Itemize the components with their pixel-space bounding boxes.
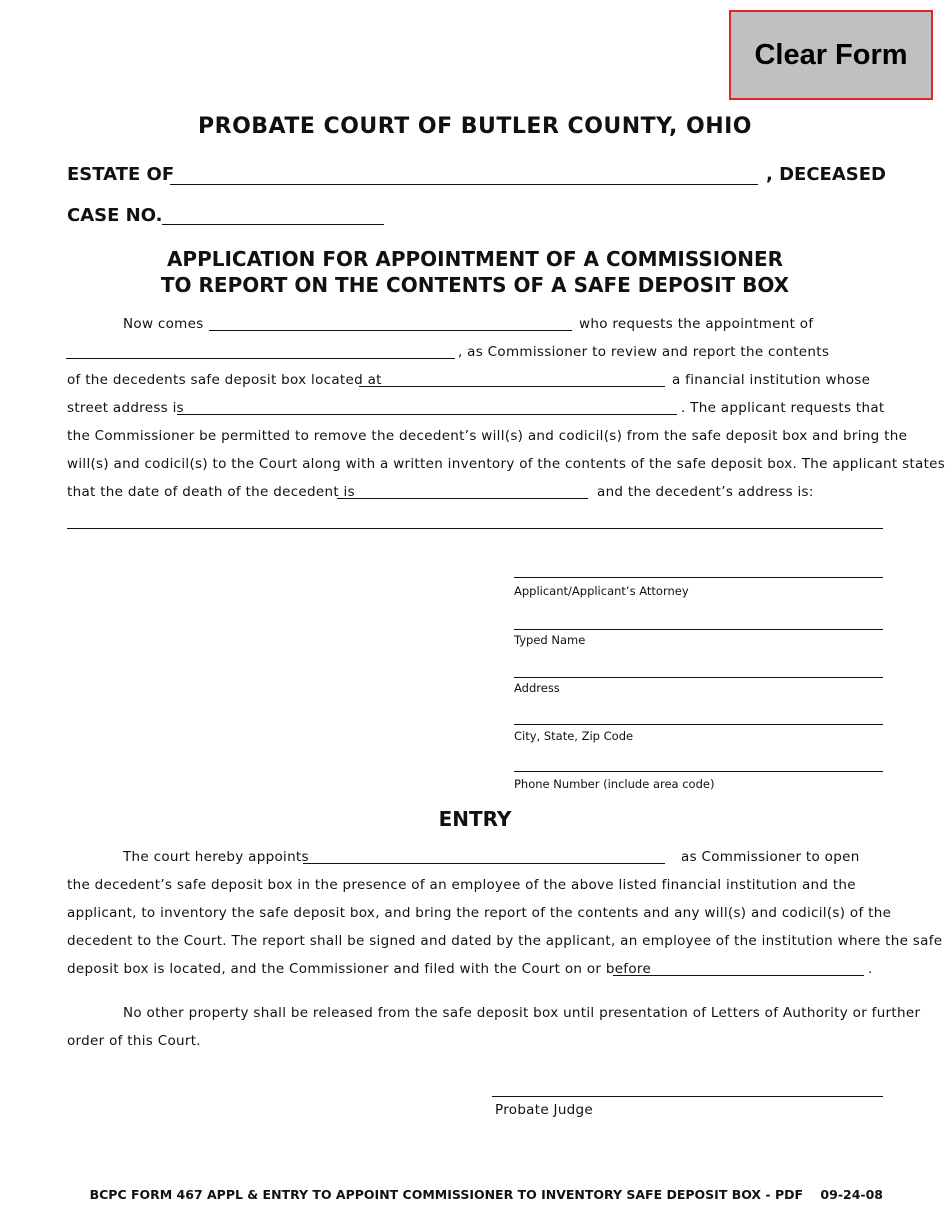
entry-heading: ENTRY [438,807,512,831]
application-title-line1: APPLICATION FOR APPOINTMENT OF A COMMISSIONER [166,247,784,271]
city-state-zip-field[interactable] [514,724,883,725]
as-commissioner-open-text: as Commissioner to open [681,849,860,865]
financial-institution-text: a financial institution whose [672,372,871,388]
now-comes-text: Now comes [123,316,204,332]
entry-para2-line2: order of this Court. [67,1033,201,1049]
entry-line3: applicant, to inventory the safe deposit box, and bring the report of the contents and any will(s) and codicil(s) of the [67,905,892,921]
deceased-label: , DECEASED [766,164,886,185]
applicant-name-field[interactable] [209,330,572,331]
entry-period: . [868,961,873,977]
street-address-field[interactable] [177,414,677,415]
requests-text: who requests the appointment of [579,316,814,332]
entry-line4: decedent to the Court. The report shall be signed and dated by the applicant, an employee of the institution where the safe [67,933,943,949]
decedent-address-field[interactable] [67,528,883,529]
court-appoints-text: The court hereby appoints [123,849,309,865]
date-of-death-text: that the date of death of the decedent is [67,484,355,500]
entry-para2-line1: No other property shall be released from the safe deposit box until presentation of Letters of Authority or further [123,1005,921,1021]
decedent-address-text: and the decedent’s address is: [597,484,814,500]
court-title: PROBATE COURT OF BUTLER COUNTY, OHIO [198,114,752,139]
address-label: Address [514,681,560,695]
case-no-label: CASE NO. [67,205,163,226]
appointed-commissioner-field[interactable] [303,863,665,864]
case-no-field[interactable] [162,224,384,225]
as-commissioner-text: , as Commissioner to review and report the contents [458,344,830,360]
probate-judge-label: Probate Judge [495,1102,594,1118]
entry-line2: the decedent’s safe deposit box in the presence of an employee of the above listed financial institution and the [67,877,856,893]
application-title-line2: TO REPORT ON THE CONTENTS OF A SAFE DEPOSIT BOX [160,273,790,297]
institution-field[interactable] [359,386,665,387]
form-footer: BCPC FORM 467 APPL & ENTRY TO APPOINT COMMISSIONER TO INVENTORY SAFE DEPOSIT BOX - PDF 09-24-08 [89,1187,883,1202]
street-address-text: street address is [67,400,184,416]
attorney-label: Applicant/Applicant’s Attorney [514,584,689,598]
phone-field[interactable] [514,771,883,772]
applicant-requests-text: . The applicant requests that [681,400,885,416]
date-of-death-field[interactable] [337,498,588,499]
box-located-text: of the decedents safe deposit box located at [67,372,382,388]
estate-of-label: ESTATE OF [67,164,175,185]
report-due-date-field[interactable] [613,975,864,976]
city-state-zip-label: City, State, Zip Code [514,729,634,743]
entry-line5: deposit box is located, and the Commissioner and filed with the Court on or before [67,961,652,977]
application-line5: the Commissioner be permitted to remove the decedent’s will(s) and codicil(s) from the safe deposit box and bring the [67,428,908,444]
estate-name-field[interactable] [170,184,758,185]
judge-signature-field[interactable] [492,1096,883,1097]
commissioner-name-field[interactable] [66,358,455,359]
typed-name-label: Typed Name [514,633,586,647]
clear-form-button[interactable]: Clear Form [729,10,933,100]
application-line6: will(s) and codicil(s) to the Court along with a written inventory of the contents of the safe deposit box. The applicant states [67,456,946,472]
attorney-signature-field[interactable] [514,577,883,578]
typed-name-field[interactable] [514,629,883,630]
phone-label: Phone Number (include area code) [514,777,715,791]
address-field[interactable] [514,677,883,678]
